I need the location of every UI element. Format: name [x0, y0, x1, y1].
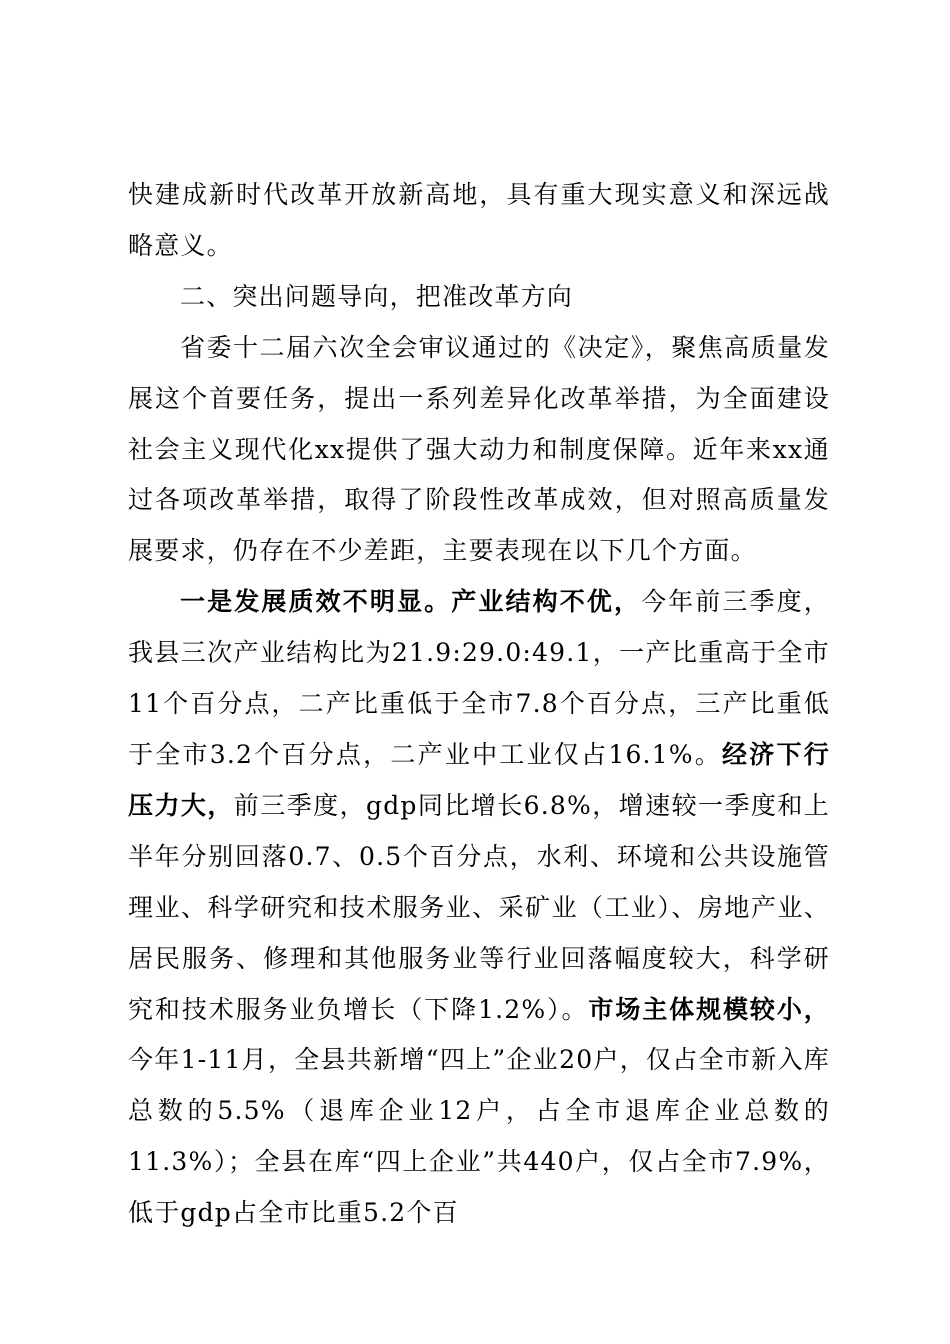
section-heading: 二、突出问题导向，把准改革方向 — [180, 281, 574, 311]
paragraph-point-one — [128, 577, 830, 1239]
point-one-lead: 一是发展质效不明显。产业结构不优， — [180, 587, 642, 617]
point-one-text-3: 今年1-11月，全县共新增“四上”企业20户，仅占全市新入库总数的5.5%（退库企业12户，占全市退库企业总数的11.3%）；全县在库“四上企业”共440户，仅占全市7.9%，低于gdp占全市比重5.2个百 — [128, 1045, 830, 1228]
point-one-subheading-2: 经济下行压力大， — [128, 739, 830, 820]
point-one-text-2: 前三季度，gdp同比增长6.8%，增速较一季度和上半年分别回落0.7、0.5个百分点，水利、环境和公共设施管理业、科学研究和技术服务业、采矿业（工业）、房地产业、居民服务、修理和其他服务业等行业回落幅度较大，科学研究和技术服务业负增长（下降1.2%）。 — [128, 790, 830, 1024]
paragraph-intro: 省委十二届六次全会审议通过的《决定》，聚焦高质量发展这个首要任务，提出一系列差异化改革举措，为全面建设社会主义现代化xx提供了强大动力和制度保障。近年来xx通过各项改革举措，取得了阶段性改革成效，但对照高质量发展要求，仍存在不少差距，主要表现在以下几个方面。 — [128, 332, 830, 566]
point-one-subheading-3: 市场主体规模较小， — [588, 994, 830, 1024]
point-one-text-1: 今年前三季度，我县三次产业结构比为21.9:29.0:49.1，一产比重高于全市11个百分点，二产比重低于全市7.8个百分点，三产比重低于全市3.2个百分点，二产业中工业仅占16.1%。 — [128, 587, 830, 769]
document-body — [128, 170, 830, 1239]
paragraph-continuation: 快建成新时代改革开放新高地，具有重大现实意义和深远战略意义。 — [128, 180, 830, 260]
